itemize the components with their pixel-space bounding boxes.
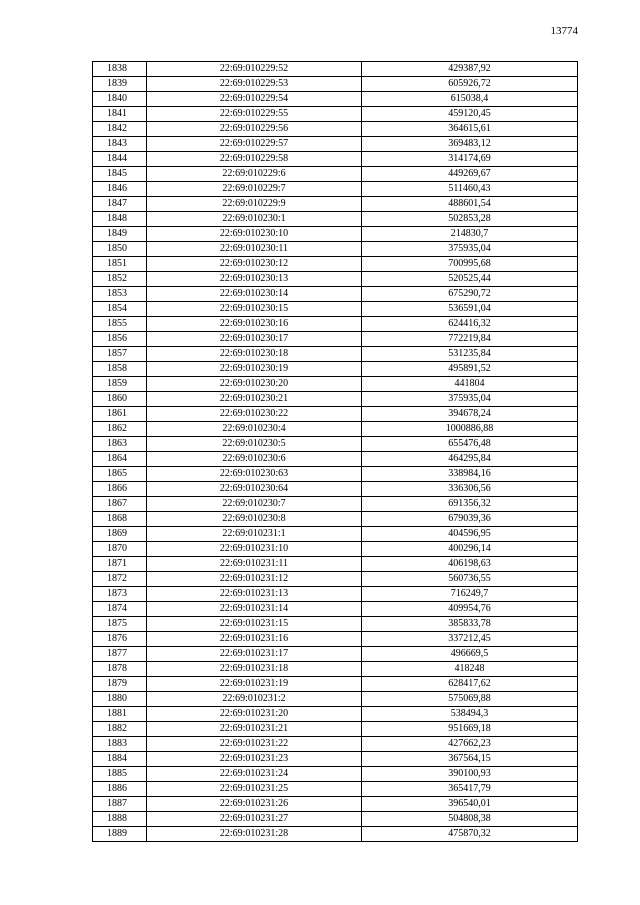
page-number: 13774 <box>550 25 578 37</box>
cadastral-value-cell: 365417,79 <box>362 782 578 797</box>
cadastral-number-cell: 22:69:010229:52 <box>147 62 362 77</box>
cadastral-value-cell: 427662,23 <box>362 737 578 752</box>
row-number-cell: 1859 <box>93 377 147 392</box>
cadastral-value-cell: 605926,72 <box>362 77 578 92</box>
cadastral-value-cell: 385833,78 <box>362 617 578 632</box>
cadastral-value-cell: 675290,72 <box>362 287 578 302</box>
row-number-cell: 1842 <box>93 122 147 137</box>
table-row <box>93 722 578 737</box>
cadastral-value-cell: 628417,62 <box>362 677 578 692</box>
cadastral-number-cell: 22:69:010230:1 <box>147 212 362 227</box>
cadastral-number-cell: 22:69:010230:14 <box>147 287 362 302</box>
row-number-cell: 1872 <box>93 572 147 587</box>
row-number-cell: 1856 <box>93 332 147 347</box>
table-row <box>93 437 578 452</box>
cadastral-value-cell: 396540,01 <box>362 797 578 812</box>
cadastral-number-cell: 22:69:010231:21 <box>147 722 362 737</box>
row-number-cell: 1847 <box>93 197 147 212</box>
table-row <box>93 497 578 512</box>
table-row <box>93 602 578 617</box>
table-row <box>93 362 578 377</box>
row-number-cell: 1848 <box>93 212 147 227</box>
table-row <box>93 617 578 632</box>
row-number-cell: 1841 <box>93 107 147 122</box>
cadastral-number-cell: 22:69:010229:6 <box>147 167 362 182</box>
cadastral-number-cell: 22:69:010231:25 <box>147 782 362 797</box>
cadastral-number-cell: 22:69:010231:10 <box>147 542 362 557</box>
row-number-cell: 1884 <box>93 752 147 767</box>
cadastral-value-cell: 575069,88 <box>362 692 578 707</box>
cadastral-number-cell: 22:69:010229:9 <box>147 197 362 212</box>
cadastral-number-cell: 22:69:010231:15 <box>147 617 362 632</box>
cadastral-value-cell: 536591,04 <box>362 302 578 317</box>
cadastral-value-cell: 1000886,88 <box>362 422 578 437</box>
cadastral-value-cell: 338984,16 <box>362 467 578 482</box>
cadastral-number-cell: 22:69:010229:54 <box>147 92 362 107</box>
cadastral-value-cell: 404596,95 <box>362 527 578 542</box>
row-number-cell: 1865 <box>93 467 147 482</box>
cadastral-number-cell: 22:69:010230:16 <box>147 317 362 332</box>
table-row <box>93 827 578 842</box>
table-row <box>93 692 578 707</box>
row-number-cell: 1861 <box>93 407 147 422</box>
row-number-cell: 1846 <box>93 182 147 197</box>
cadastral-value-cell: 502853,28 <box>362 212 578 227</box>
cadastral-value-cell: 496669,5 <box>362 647 578 662</box>
table-body <box>93 62 578 842</box>
row-number-cell: 1862 <box>93 422 147 437</box>
row-number-cell: 1863 <box>93 437 147 452</box>
cadastral-number-cell: 22:69:010231:28 <box>147 827 362 842</box>
cadastral-value-cell: 520525,44 <box>362 272 578 287</box>
table-row <box>93 527 578 542</box>
cadastral-number-cell: 22:69:010231:24 <box>147 767 362 782</box>
row-number-cell: 1857 <box>93 347 147 362</box>
row-number-cell: 1840 <box>93 92 147 107</box>
row-number-cell: 1878 <box>93 662 147 677</box>
cadastral-value-cell: 488601,54 <box>362 197 578 212</box>
table-row <box>93 782 578 797</box>
cadastral-number-cell: 22:69:010231:17 <box>147 647 362 662</box>
cadastral-number-cell: 22:69:010230:13 <box>147 272 362 287</box>
row-number-cell: 1876 <box>93 632 147 647</box>
row-number-cell: 1850 <box>93 242 147 257</box>
cadastral-value-cell: 511460,43 <box>362 182 578 197</box>
cadastral-value-cell: 951669,18 <box>362 722 578 737</box>
cadastral-number-cell: 22:69:010231:19 <box>147 677 362 692</box>
row-number-cell: 1881 <box>93 707 147 722</box>
cadastral-number-cell: 22:69:010230:5 <box>147 437 362 452</box>
table-row <box>93 212 578 227</box>
cadastral-number-cell: 22:69:010230:15 <box>147 302 362 317</box>
row-number-cell: 1864 <box>93 452 147 467</box>
table-row <box>93 482 578 497</box>
cadastral-value-cell: 464295,84 <box>362 452 578 467</box>
cadastral-value-cell: 679039,36 <box>362 512 578 527</box>
cadastral-value-cell: 314174,69 <box>362 152 578 167</box>
table-row <box>93 62 578 77</box>
cadastral-value-cell: 214830,7 <box>362 227 578 242</box>
cadastral-value-cell: 449269,67 <box>362 167 578 182</box>
cadastral-number-cell: 22:69:010230:18 <box>147 347 362 362</box>
cadastral-value-cell: 367564,15 <box>362 752 578 767</box>
row-number-cell: 1867 <box>93 497 147 512</box>
cadastral-value-cell: 337212,45 <box>362 632 578 647</box>
cadastral-number-cell: 22:69:010229:57 <box>147 137 362 152</box>
cadastral-value-cell: 700995,68 <box>362 257 578 272</box>
table-row <box>93 797 578 812</box>
table-row <box>93 752 578 767</box>
table-row <box>93 677 578 692</box>
cadastral-number-cell: 22:69:010230:4 <box>147 422 362 437</box>
table-row <box>93 662 578 677</box>
table-row <box>93 242 578 257</box>
cadastral-value-cell: 691356,32 <box>362 497 578 512</box>
row-number-cell: 1858 <box>93 362 147 377</box>
table-row <box>93 272 578 287</box>
table-row <box>93 317 578 332</box>
table-row <box>93 632 578 647</box>
row-number-cell: 1882 <box>93 722 147 737</box>
table-row <box>93 572 578 587</box>
cadastral-value-cell: 560736,55 <box>362 572 578 587</box>
cadastral-value-cell: 369483,12 <box>362 137 578 152</box>
cadastral-number-cell: 22:69:010230:6 <box>147 452 362 467</box>
table-row <box>93 557 578 572</box>
cadastral-value-cell: 716249,7 <box>362 587 578 602</box>
cadastral-value-cell: 400296,14 <box>362 542 578 557</box>
cadastral-number-cell: 22:69:010230:11 <box>147 242 362 257</box>
cadastral-value-cell: 475870,32 <box>362 827 578 842</box>
cadastral-value-cell: 504808,38 <box>362 812 578 827</box>
row-number-cell: 1844 <box>93 152 147 167</box>
row-number-cell: 1855 <box>93 317 147 332</box>
cadastral-number-cell: 22:69:010229:53 <box>147 77 362 92</box>
row-number-cell: 1853 <box>93 287 147 302</box>
cadastral-value-cell: 364615,61 <box>362 122 578 137</box>
cadastral-number-cell: 22:69:010230:7 <box>147 497 362 512</box>
cadastral-value-cell: 459120,45 <box>362 107 578 122</box>
row-number-cell: 1869 <box>93 527 147 542</box>
table-row <box>93 392 578 407</box>
table-row <box>93 812 578 827</box>
row-number-cell: 1880 <box>93 692 147 707</box>
table-row <box>93 467 578 482</box>
cadastral-value-cell: 538494,3 <box>362 707 578 722</box>
row-number-cell: 1877 <box>93 647 147 662</box>
cadastral-number-cell: 22:69:010230:21 <box>147 392 362 407</box>
cadastral-number-cell: 22:69:010231:2 <box>147 692 362 707</box>
row-number-cell: 1879 <box>93 677 147 692</box>
cadastral-number-cell: 22:69:010230:17 <box>147 332 362 347</box>
cadastral-value-cell: 495891,52 <box>362 362 578 377</box>
cadastral-value-cell: 375935,04 <box>362 242 578 257</box>
cadastral-value-cell: 375935,04 <box>362 392 578 407</box>
cadastral-value-cell: 772219,84 <box>362 332 578 347</box>
cadastral-number-cell: 22:69:010229:56 <box>147 122 362 137</box>
table-row <box>93 257 578 272</box>
row-number-cell: 1888 <box>93 812 147 827</box>
table-row <box>93 512 578 527</box>
row-number-cell: 1851 <box>93 257 147 272</box>
table-row <box>93 227 578 242</box>
cadastral-value-cell: 531235,84 <box>362 347 578 362</box>
table-row <box>93 197 578 212</box>
cadastral-number-cell: 22:69:010231:18 <box>147 662 362 677</box>
cadastral-number-cell: 22:69:010231:20 <box>147 707 362 722</box>
cadastral-value-cell: 390100,93 <box>362 767 578 782</box>
cadastral-number-cell: 22:69:010229:7 <box>147 182 362 197</box>
cadastral-number-cell: 22:69:010231:1 <box>147 527 362 542</box>
cadastral-value-cell: 418248 <box>362 662 578 677</box>
table-row <box>93 167 578 182</box>
row-number-cell: 1843 <box>93 137 147 152</box>
table-row <box>93 122 578 137</box>
cadastral-value-cell: 336306,56 <box>362 482 578 497</box>
cadastral-value-cell: 406198,63 <box>362 557 578 572</box>
table-row <box>93 182 578 197</box>
cadastral-value-cell: 615038,4 <box>362 92 578 107</box>
table-row <box>93 152 578 167</box>
row-number-cell: 1845 <box>93 167 147 182</box>
cadastral-value-cell: 624416,32 <box>362 317 578 332</box>
cadastral-value-table <box>92 61 578 842</box>
table-row <box>93 107 578 122</box>
cadastral-number-cell: 22:69:010231:14 <box>147 602 362 617</box>
cadastral-number-cell: 22:69:010230:20 <box>147 377 362 392</box>
row-number-cell: 1838 <box>93 62 147 77</box>
row-number-cell: 1852 <box>93 272 147 287</box>
cadastral-number-cell: 22:69:010230:22 <box>147 407 362 422</box>
table-row <box>93 137 578 152</box>
row-number-cell: 1874 <box>93 602 147 617</box>
row-number-cell: 1871 <box>93 557 147 572</box>
row-number-cell: 1886 <box>93 782 147 797</box>
row-number-cell: 1849 <box>93 227 147 242</box>
cadastral-number-cell: 22:69:010230:12 <box>147 257 362 272</box>
cadastral-number-cell: 22:69:010230:19 <box>147 362 362 377</box>
table-row <box>93 287 578 302</box>
cadastral-number-cell: 22:69:010230:63 <box>147 467 362 482</box>
table-row <box>93 302 578 317</box>
table-row <box>93 347 578 362</box>
row-number-cell: 1839 <box>93 77 147 92</box>
row-number-cell: 1873 <box>93 587 147 602</box>
cadastral-number-cell: 22:69:010231:27 <box>147 812 362 827</box>
row-number-cell: 1889 <box>93 827 147 842</box>
row-number-cell: 1870 <box>93 542 147 557</box>
cadastral-number-cell: 22:69:010231:26 <box>147 797 362 812</box>
cadastral-number-cell: 22:69:010231:12 <box>147 572 362 587</box>
table-row <box>93 767 578 782</box>
cadastral-number-cell: 22:69:010231:13 <box>147 587 362 602</box>
row-number-cell: 1868 <box>93 512 147 527</box>
table-row <box>93 422 578 437</box>
cadastral-value-cell: 409954,76 <box>362 602 578 617</box>
cadastral-number-cell: 22:69:010230:10 <box>147 227 362 242</box>
cadastral-number-cell: 22:69:010230:8 <box>147 512 362 527</box>
row-number-cell: 1875 <box>93 617 147 632</box>
table-row <box>93 377 578 392</box>
table-row <box>93 587 578 602</box>
row-number-cell: 1860 <box>93 392 147 407</box>
cadastral-number-cell: 22:69:010229:55 <box>147 107 362 122</box>
cadastral-number-cell: 22:69:010230:64 <box>147 482 362 497</box>
cadastral-value-cell: 655476,48 <box>362 437 578 452</box>
cadastral-number-cell: 22:69:010231:22 <box>147 737 362 752</box>
row-number-cell: 1885 <box>93 767 147 782</box>
table-row <box>93 332 578 347</box>
cadastral-value-cell: 394678,24 <box>362 407 578 422</box>
row-number-cell: 1866 <box>93 482 147 497</box>
table-row <box>93 92 578 107</box>
cadastral-number-cell: 22:69:010229:58 <box>147 152 362 167</box>
table-row <box>93 707 578 722</box>
table-row <box>93 452 578 467</box>
cadastral-number-cell: 22:69:010231:16 <box>147 632 362 647</box>
cadastral-value-cell: 441804 <box>362 377 578 392</box>
table-row <box>93 542 578 557</box>
row-number-cell: 1854 <box>93 302 147 317</box>
table-row <box>93 77 578 92</box>
cadastral-value-cell: 429387,92 <box>362 62 578 77</box>
row-number-cell: 1887 <box>93 797 147 812</box>
row-number-cell: 1883 <box>93 737 147 752</box>
table-row <box>93 737 578 752</box>
table-row <box>93 647 578 662</box>
cadastral-number-cell: 22:69:010231:23 <box>147 752 362 767</box>
table-row <box>93 407 578 422</box>
cadastral-number-cell: 22:69:010231:11 <box>147 557 362 572</box>
